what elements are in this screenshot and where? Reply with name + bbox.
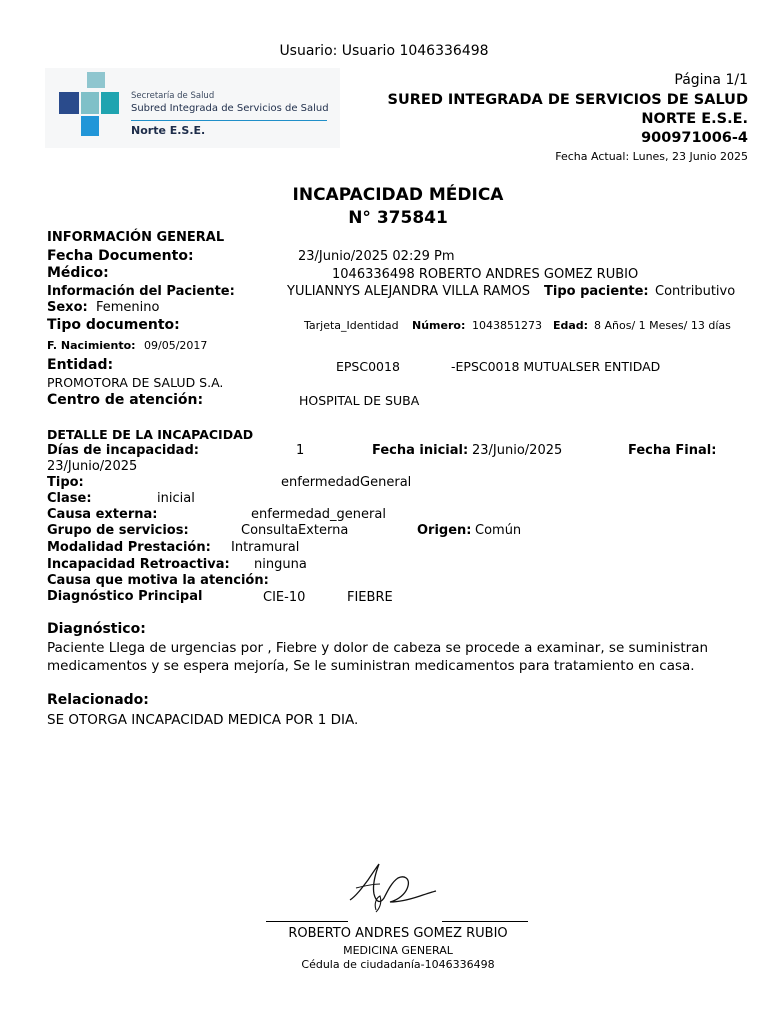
centro-atencion-value: HOSPITAL DE SUBA bbox=[299, 393, 420, 408]
signature-image bbox=[346, 858, 438, 920]
diagnostico-heading: Diagnóstico: bbox=[47, 621, 146, 637]
signature-line-right bbox=[442, 921, 528, 922]
org-name-line1: SURED INTEGRADA DE SERVICIOS DE SALUD bbox=[387, 92, 748, 108]
tipo-label: Tipo: bbox=[47, 475, 84, 490]
diagnostico-principal-label: Diagnóstico Principal bbox=[47, 589, 203, 604]
centro-atencion-label: Centro de atención: bbox=[47, 392, 204, 408]
logo-divider bbox=[131, 120, 327, 121]
fecha-inicial-label: Fecha inicial: bbox=[372, 443, 469, 458]
tipo-paciente-label: Tipo paciente: bbox=[544, 284, 649, 299]
nacimiento-label: F. Nacimiento: bbox=[47, 339, 136, 352]
diagnostico-principal-value: FIEBRE bbox=[347, 590, 393, 605]
signer-id: Cédula de ciudadanía-1046336498 bbox=[301, 958, 495, 971]
relacionado-heading: Relacionado: bbox=[47, 692, 149, 708]
user-label: Usuario: Usuario 1046336498 bbox=[279, 43, 489, 59]
detalle-heading: DETALLE DE LA INCAPACIDAD bbox=[47, 427, 254, 442]
page-number: Página 1/1 bbox=[674, 72, 748, 88]
entidad-value-cont: PROMOTORA DE SALUD S.A. bbox=[47, 375, 224, 390]
clase-value: inicial bbox=[157, 491, 195, 506]
modalidad-value: Intramural bbox=[231, 540, 300, 555]
dias-label: Días de incapacidad: bbox=[47, 443, 199, 458]
edad-value: 8 Años/ 1 Meses/ 13 días bbox=[594, 319, 731, 332]
fecha-final-value: 23/Junio/2025 bbox=[47, 459, 138, 474]
logo-subred-text: Subred Integrada de Servicios de Salud bbox=[131, 103, 329, 114]
sexo-label: Sexo: bbox=[47, 300, 88, 315]
medico-value: 1046336498 ROBERTO ANDRES GOMEZ RUBIO bbox=[332, 267, 639, 282]
signer-name: ROBERTO ANDRES GOMEZ RUBIO bbox=[288, 926, 508, 941]
medico-label: Médico: bbox=[47, 265, 109, 281]
causa-externa-label: Causa externa: bbox=[47, 507, 158, 522]
org-name-line2: NORTE E.S.E. bbox=[641, 111, 748, 127]
retroactiva-value: ninguna bbox=[254, 557, 307, 572]
logo-norte-text: Norte E.S.E. bbox=[131, 124, 206, 137]
fecha-final-label: Fecha Final: bbox=[628, 443, 717, 458]
fecha-documento-value: 23/Junio/2025 02:29 Pm bbox=[298, 249, 455, 264]
numero-label: Número: bbox=[412, 319, 466, 332]
entidad-value: -EPSC0018 MUTUALSER ENTIDAD bbox=[451, 359, 661, 374]
institution-logo bbox=[45, 68, 340, 148]
causa-externa-value: enfermedad_general bbox=[251, 507, 386, 522]
tipo-value: enfermedadGeneral bbox=[281, 475, 412, 490]
dias-value: 1 bbox=[296, 443, 305, 458]
logo-secretaria-text: Secretaría de Salud bbox=[131, 91, 215, 101]
paciente-value: YULIANNYS ALEJANDRA VILLA RAMOS bbox=[287, 284, 530, 299]
diagnostico-text: Paciente Llega de urgencias por , Fiebre y dolor de cabeza se procede a examinar, se suministran medicamentos y se espera mejoría, Se le suministran medicamentos para tratamiento en casa. bbox=[47, 640, 709, 674]
relacionado-text: SE OTORGA INCAPACIDAD MEDICA POR 1 DIA. bbox=[47, 712, 359, 728]
numero-value: 1043851273 bbox=[472, 319, 542, 332]
entidad-code: EPSC0018 bbox=[336, 359, 400, 374]
motiva-label: Causa que motiva la atención: bbox=[47, 573, 269, 588]
org-nit: 900971006-4 bbox=[641, 130, 748, 146]
fecha-inicial-value: 23/Junio/2025 bbox=[472, 443, 563, 458]
tipo-documento-value: Tarjeta_Identidad bbox=[304, 319, 399, 332]
clase-label: Clase: bbox=[47, 491, 92, 506]
origen-label: Origen: bbox=[417, 523, 472, 538]
current-date: Fecha Actual: Lunes, 23 Junio 2025 bbox=[555, 150, 748, 163]
general-info-heading: INFORMACIÓN GENERAL bbox=[47, 230, 225, 245]
grupo-servicios-value: ConsultaExterna bbox=[241, 523, 349, 538]
document-title: INCAPACIDAD MÉDICA bbox=[292, 185, 504, 205]
fecha-documento-label: Fecha Documento: bbox=[47, 248, 194, 264]
modalidad-label: Modalidad Prestación: bbox=[47, 540, 211, 555]
tipo-documento-label: Tipo documento: bbox=[47, 317, 180, 333]
document-number: N° 375841 bbox=[348, 208, 448, 228]
grupo-servicios-label: Grupo de servicios: bbox=[47, 523, 189, 538]
signer-role: MEDICINA GENERAL bbox=[343, 944, 453, 957]
edad-label: Edad: bbox=[553, 319, 589, 332]
entidad-label: Entidad: bbox=[47, 357, 114, 373]
paciente-label: Información del Paciente: bbox=[47, 284, 235, 299]
retroactiva-label: Incapacidad Retroactiva: bbox=[47, 557, 230, 572]
nacimiento-value: 09/05/2017 bbox=[144, 339, 208, 352]
diagnostico-principal-code: CIE-10 bbox=[263, 590, 306, 605]
origen-value: Común bbox=[475, 523, 522, 538]
signature-line-left bbox=[266, 921, 348, 922]
sexo-value: Femenino bbox=[96, 300, 160, 315]
tipo-paciente-value: Contributivo bbox=[655, 284, 736, 299]
cross-logo-icon bbox=[53, 68, 133, 148]
